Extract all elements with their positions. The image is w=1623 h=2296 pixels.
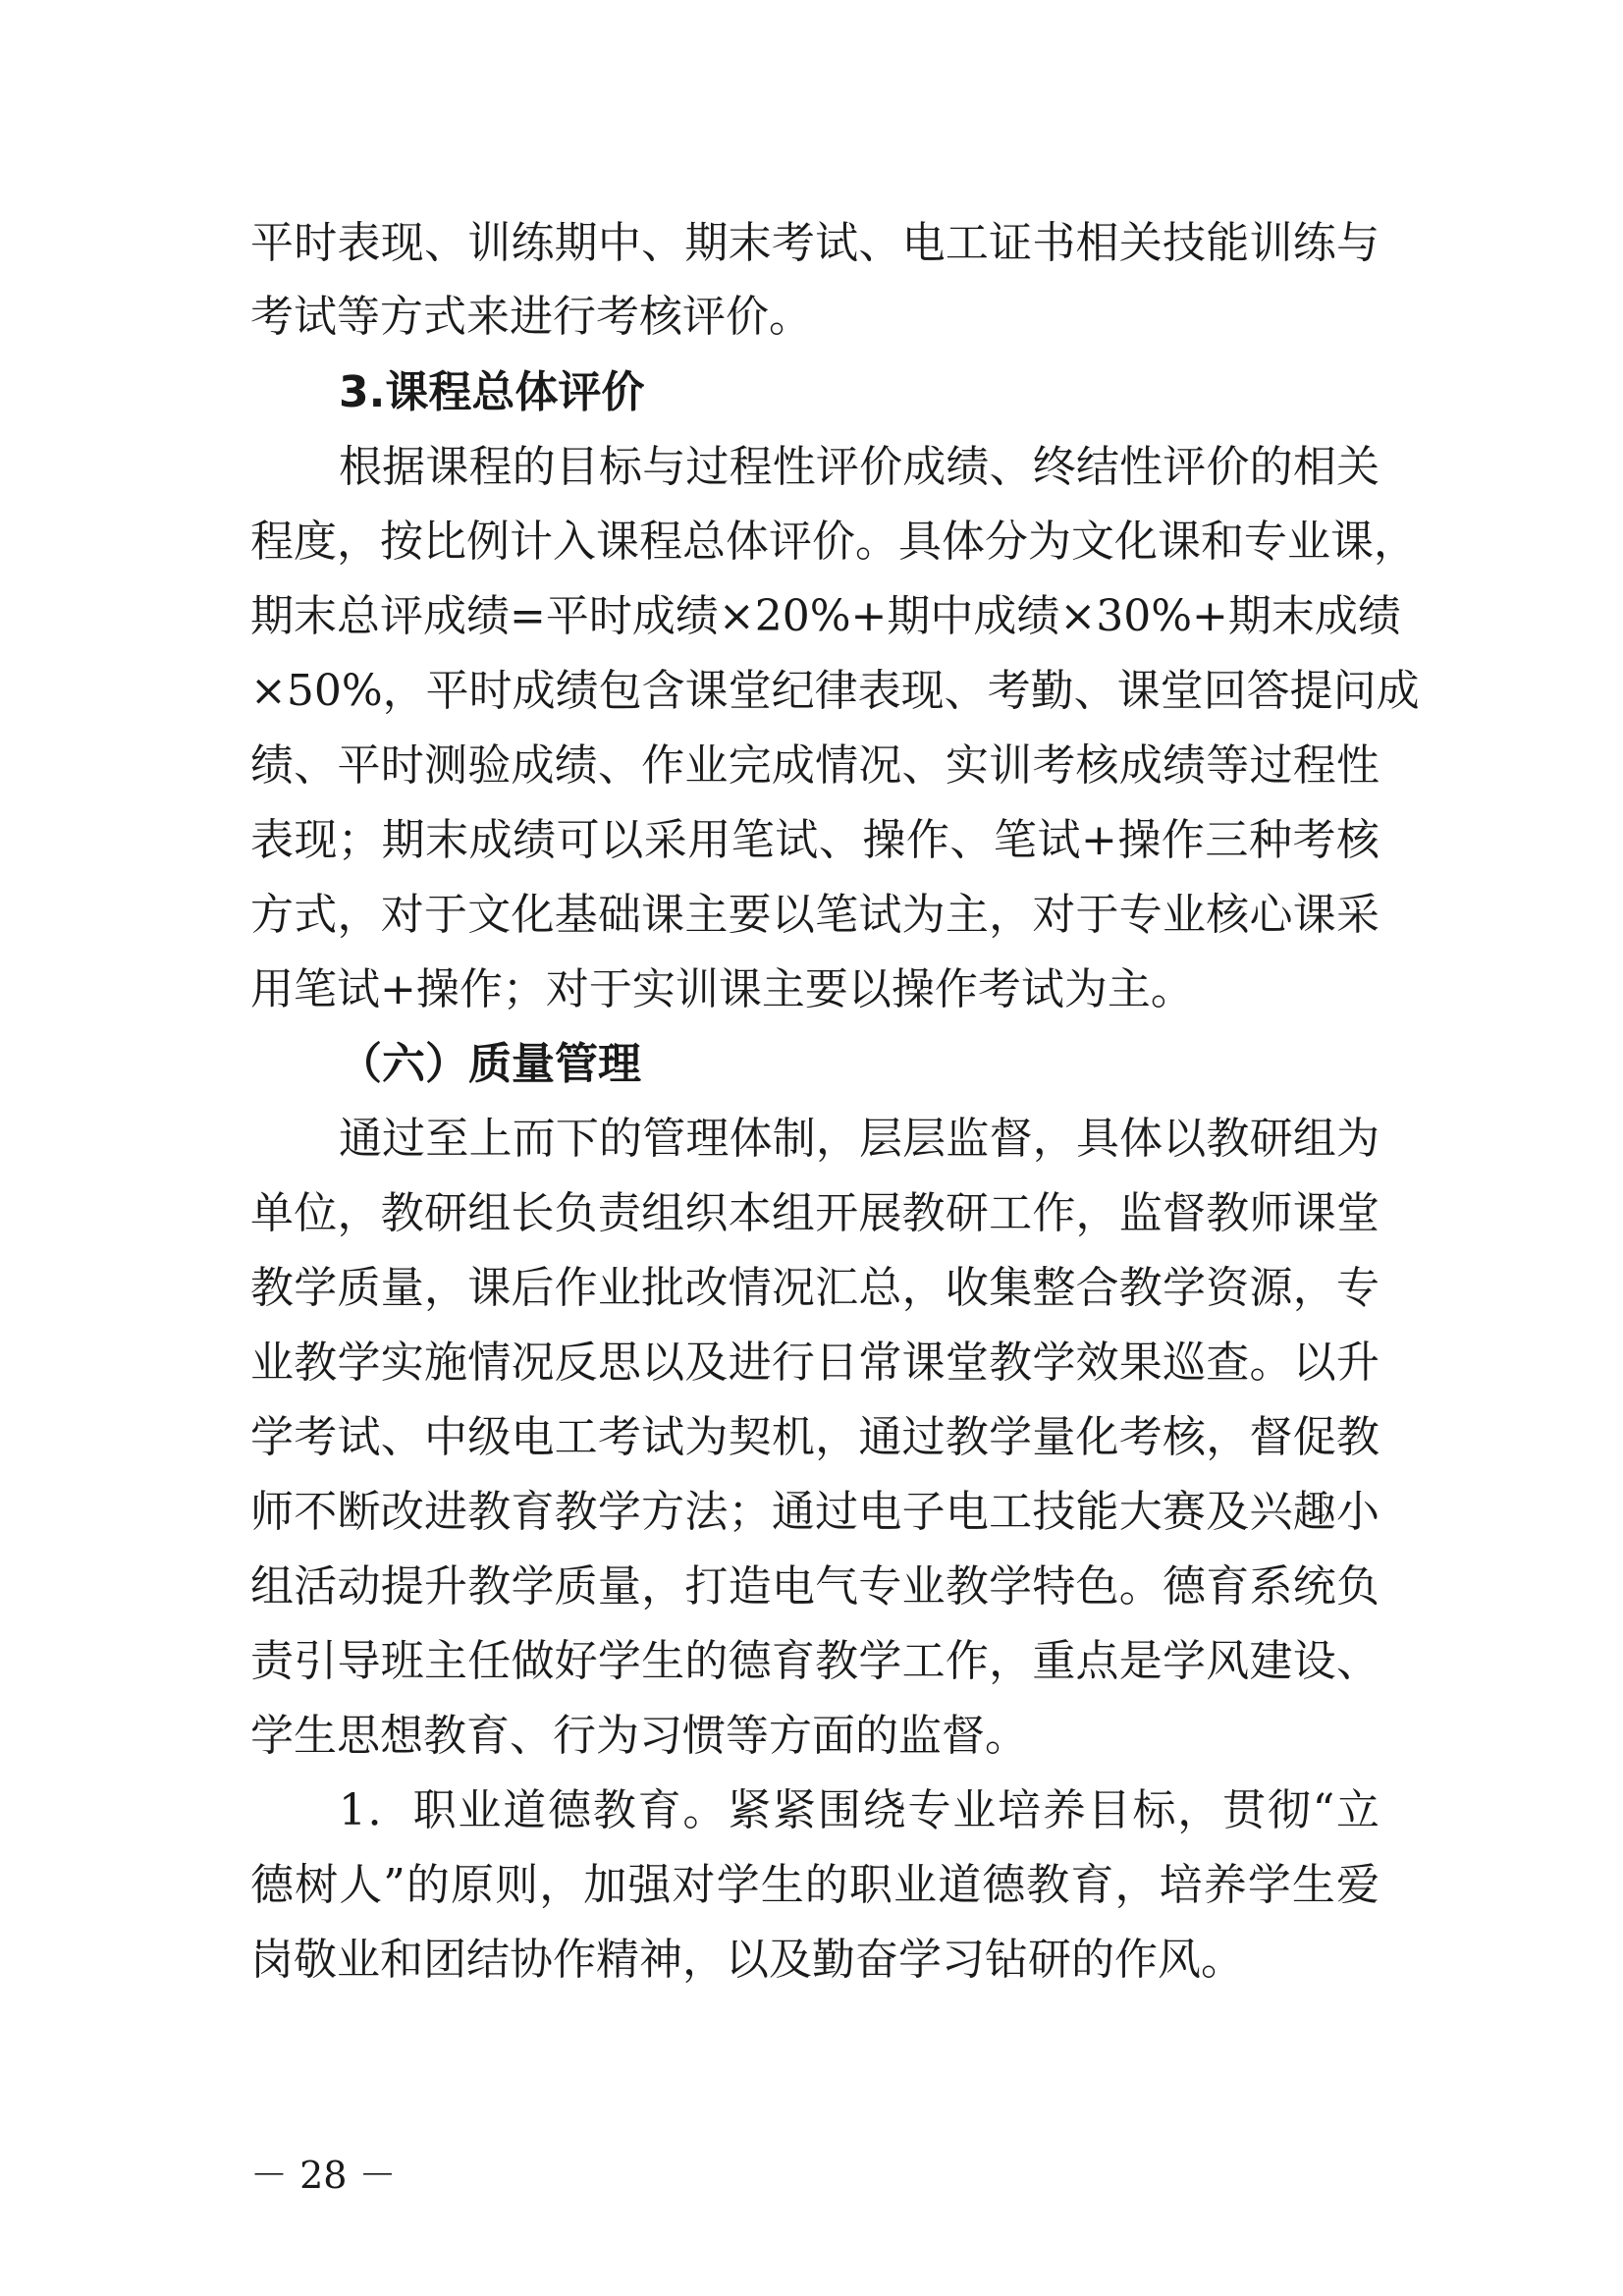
paragraph-line: 单位，教研组长负责组织本组开展教研工作，监督教师课堂	[250, 1188, 1380, 1238]
page-number: － 28 －	[250, 2154, 397, 2197]
paragraph-line: 1．职业道德教育。紧紧围绕专业培养目标，贯彻“立	[339, 1785, 1380, 1835]
paragraph-line: 通过至上而下的管理体制，层层监督，具体以教研组为	[339, 1114, 1380, 1164]
paragraph-line: 教学质量，课后作业批改情况汇总，收集整合教学资源，专	[250, 1263, 1380, 1313]
paragraph-line: 责引导班主任做好学生的德育教学工作，重点是学风建设、	[250, 1636, 1380, 1686]
paragraph-line: 学生思想教育、行为习惯等方面的监督。	[250, 1711, 1028, 1761]
paragraph-line: 用笔试+操作；对于实训课主要以操作考试为主。	[250, 964, 1194, 1014]
section-heading: （六）质量管理	[339, 1039, 641, 1089]
paragraph-line: 岗敬业和团结协作精神，以及勤奋学习钻研的作风。	[250, 1935, 1244, 1985]
section-heading: 3.课程总体评价	[339, 367, 645, 417]
paragraph-line: 组活动提升教学质量，打造电气专业教学特色。德育系统负	[250, 1561, 1380, 1612]
paragraph-line: 期末总评成绩=平时成绩×20%+期中成绩×30%+期末成绩	[250, 591, 1401, 641]
paragraph-line: 考试等方式来进行考核评价。	[250, 292, 812, 342]
paragraph-line: ×50%，平时成绩包含课堂纪律表现、考勤、课堂回答提问成	[250, 666, 1420, 716]
paragraph-line: 业教学实施情况反思以及进行日常课堂教学效果巡查。以升	[250, 1338, 1380, 1388]
paragraph-line: 师不断改进教育教学方法；通过电子电工技能大赛及兴趣小	[250, 1487, 1380, 1537]
paragraph-line: 绩、平时测验成绩、作业完成情况、实训考核成绩等过程性	[250, 740, 1380, 791]
paragraph-line: 学考试、中级电工考试为契机，通过教学量化考核，督促教	[250, 1412, 1380, 1462]
paragraph-line: 程度，按比例计入课程总体评价。具体分为文化课和专业课，	[250, 517, 1417, 567]
paragraph-line: 平时表现、训练期中、期末考试、电工证书相关技能训练与	[250, 218, 1380, 268]
paragraph-line: 德树人”的原则，加强对学生的职业道德教育，培养学生爱	[250, 1860, 1380, 1910]
paragraph-line: 表现；期末成绩可以采用笔试、操作、笔试+操作三种考核	[250, 815, 1380, 865]
paragraph-line: 根据课程的目标与过程性评价成绩、终结性评价的相关	[339, 442, 1380, 492]
paragraph-line: 方式，对于文化基础课主要以笔试为主，对于专业核心课采	[250, 890, 1380, 940]
